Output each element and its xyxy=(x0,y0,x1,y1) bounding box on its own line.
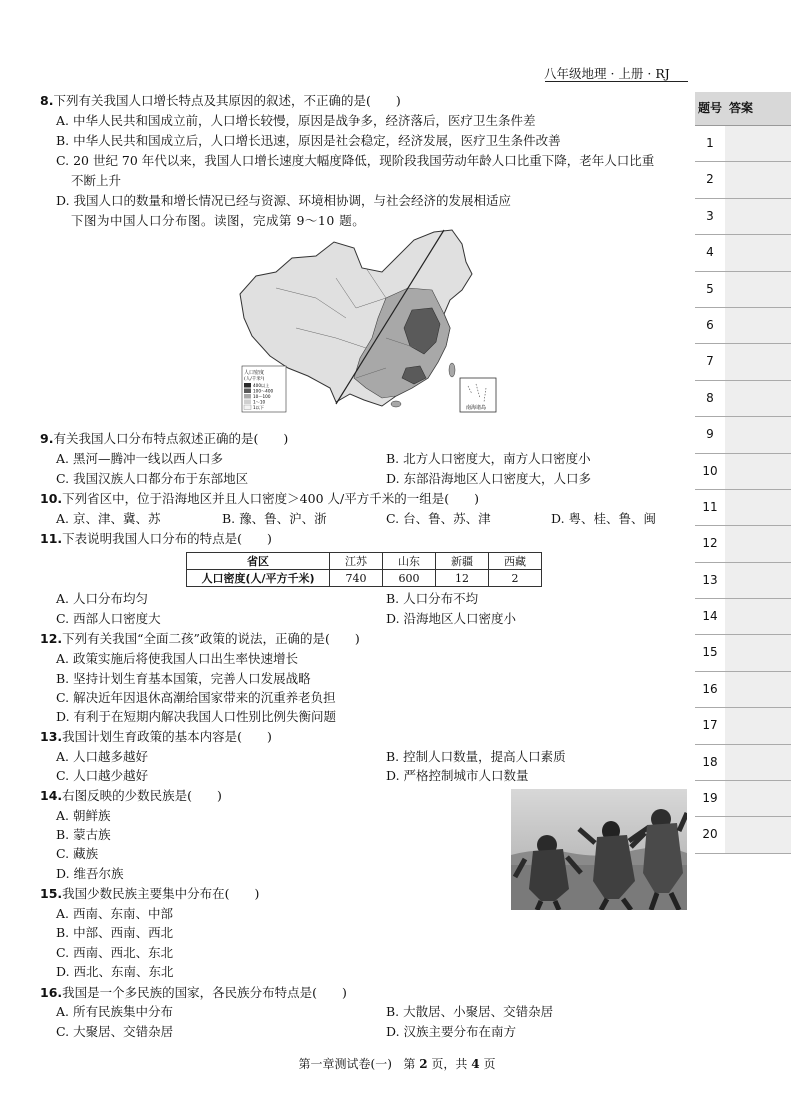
answer-row xyxy=(695,672,791,708)
q10-option-b: B. 豫、鲁、沪、浙 xyxy=(222,511,327,526)
q12-option-b: B. 坚持计划生育基本国策，完善人口发展战略 xyxy=(56,671,311,686)
q13-option-c: C. 人口越少越好 xyxy=(56,768,149,783)
answer-row-number: 19 xyxy=(702,791,718,806)
map-intro: 下图为中国人口分布图。读图，完成第 9～10 题。 xyxy=(71,213,366,228)
q16-option-d: D. 汉族主要分布在南方 xyxy=(386,1024,517,1039)
table-cell: 人口密度(人/平方千米) xyxy=(187,570,330,587)
answer-ans-header: 答案 xyxy=(729,101,754,115)
question-8: 8.下列有关我国人口增长特点及其原因的叙述，不正确的是( ) xyxy=(40,93,401,108)
hainan-island xyxy=(391,401,401,407)
answer-row-number: 18 xyxy=(702,754,718,769)
q8-option-c-cont: 不断上升 xyxy=(71,173,122,188)
q15-option-c: C. 西南、西北、东北 xyxy=(56,945,174,960)
answer-rows xyxy=(695,126,791,854)
answer-row xyxy=(695,490,791,526)
answer-row-number: 9 xyxy=(706,427,714,442)
question-11: 11.下表说明我国人口分布的特点是( ) xyxy=(40,531,272,546)
answer-row-number: 11 xyxy=(702,499,718,514)
table-cell: 740 xyxy=(330,570,383,587)
answer-cell[interactable] xyxy=(725,563,791,598)
answer-cell[interactable] xyxy=(725,417,791,452)
answer-row xyxy=(695,199,791,235)
answer-row xyxy=(695,708,791,744)
answer-row-number: 13 xyxy=(702,572,718,587)
page-header: 八年级地理 · 上册 · RJ xyxy=(544,66,670,81)
footer-title: 第一章测试卷(一) xyxy=(298,1057,392,1071)
question-14: 14.右图反映的少数民族是( ) xyxy=(40,788,222,803)
q11-option-d: D. 沿海地区人口密度小 xyxy=(386,611,517,626)
table-row xyxy=(187,553,542,570)
legend-entry-4: 1以下 xyxy=(253,405,265,410)
page-footer xyxy=(0,1055,794,1072)
answer-cell[interactable] xyxy=(725,454,791,489)
map-legend-title: 人口密度 xyxy=(244,370,265,376)
table-cell: 新疆 xyxy=(436,553,489,570)
q8-option-d: D. 我国人口的数量和增长情况已经与资源、环境相协调，与社会经济的发展相适应 xyxy=(56,193,512,208)
answer-row-number: 5 xyxy=(706,281,714,296)
table-cell: 省区 xyxy=(187,553,330,570)
q10-option-d: D. 粤、桂、鲁、闽 xyxy=(551,511,657,526)
q11-option-c: C. 西部人口密度大 xyxy=(56,611,161,626)
footer-page-post: 页 xyxy=(483,1057,496,1071)
q16-option-b: B. 大散居、小聚居、交错杂居 xyxy=(386,1004,554,1019)
answer-row-number: 8 xyxy=(706,390,714,405)
q13-option-d: D. 严格控制城市人口数量 xyxy=(386,768,529,783)
answer-row-number: 17 xyxy=(702,718,718,733)
answer-row xyxy=(695,526,791,562)
table-cell: 西藏 xyxy=(489,553,542,570)
answer-cell[interactable] xyxy=(725,672,791,707)
answer-row xyxy=(695,781,791,817)
answer-cell[interactable] xyxy=(725,745,791,780)
q10-option-c: C. 台、鲁、苏、津 xyxy=(386,511,491,526)
table-cell: 12 xyxy=(436,570,489,587)
answer-row-number: 16 xyxy=(702,681,718,696)
answer-row xyxy=(695,344,791,380)
answer-row xyxy=(695,417,791,453)
q14-option-c: C. 藏族 xyxy=(56,846,99,861)
answer-row xyxy=(695,162,791,198)
answer-row xyxy=(695,563,791,599)
answer-cell[interactable] xyxy=(725,126,791,161)
answer-row xyxy=(695,126,791,162)
answer-row xyxy=(695,454,791,490)
q13-option-b: B. 控制人口数量，提高人口素质 xyxy=(386,749,566,764)
answer-row-number: 15 xyxy=(702,645,718,660)
answer-cell[interactable] xyxy=(725,526,791,561)
answer-row-number: 2 xyxy=(706,172,714,187)
answer-cell[interactable] xyxy=(725,272,791,307)
answer-row-number: 20 xyxy=(702,827,718,842)
q15-option-b: B. 中部、西南、西北 xyxy=(56,925,174,940)
question-13: 13.我国计划生育政策的基本内容是( ) xyxy=(40,729,272,744)
answer-row xyxy=(695,381,791,417)
map-legend-unit: (人/千米²) xyxy=(244,377,265,382)
header-rule xyxy=(545,81,688,82)
legend-entry-3: 1～10 xyxy=(253,399,266,405)
q9-option-a: A. 黑河—腾冲一线以西人口多 xyxy=(56,451,223,466)
q14-option-d: D. 维吾尔族 xyxy=(56,866,124,881)
answer-cell[interactable] xyxy=(725,344,791,379)
footer-page-mid: 页，共 xyxy=(431,1057,468,1071)
table-row xyxy=(187,570,542,587)
footer-page-pre: 第 xyxy=(403,1057,416,1071)
question-10: 10.下列省区中，位于沿海地区并且人口密度＞400 人/平方千米的一组是( ) xyxy=(40,491,479,506)
answer-row-number: 1 xyxy=(706,136,714,150)
answer-row-number: 14 xyxy=(702,609,718,624)
answer-cell[interactable] xyxy=(725,490,791,525)
table-cell: 山东 xyxy=(383,553,436,570)
answer-row-number: 12 xyxy=(702,536,718,551)
answer-row-number: 4 xyxy=(706,245,714,260)
answer-row xyxy=(695,635,791,671)
q16-option-a: A. 所有民族集中分布 xyxy=(56,1004,173,1019)
q16-option-c: C. 大聚居、交错杂居 xyxy=(56,1024,174,1039)
answer-row xyxy=(695,308,791,344)
table-cell: 江苏 xyxy=(330,553,383,570)
table-cell: 2 xyxy=(489,570,542,587)
population-density-table xyxy=(186,552,542,587)
answer-cell[interactable] xyxy=(725,308,791,343)
answer-cell[interactable] xyxy=(725,781,791,816)
answer-cell[interactable] xyxy=(725,708,791,743)
answer-row xyxy=(695,272,791,308)
q12-option-d: D. 有利于在短期内解决我国人口性别比例失衡问题 xyxy=(56,709,337,724)
q12-option-a: A. 政策实施后将使我国人口出生率快速增长 xyxy=(56,651,298,666)
answer-row xyxy=(695,745,791,781)
ethnic-dance-photo xyxy=(511,789,687,910)
q8-option-b: B. 中华人民共和国成立后，人口增长迅速，原因是社会稳定，经济发展，医疗卫生条件改善 xyxy=(56,133,561,148)
q8-option-a: A. 中华人民共和国成立前，人口增长较慢，原因是战争多，经济落后，医疗卫生条件差 xyxy=(56,113,536,128)
legend-entry-1: 100～400 xyxy=(253,388,274,394)
answer-row xyxy=(695,599,791,635)
answer-row xyxy=(695,817,791,853)
answer-cell[interactable] xyxy=(725,381,791,416)
q13-option-a: A. 人口越多越好 xyxy=(56,749,148,764)
china-population-map xyxy=(236,228,498,414)
answer-row-number: 6 xyxy=(706,317,714,332)
q15-option-a: A. 西南、东南、中部 xyxy=(56,906,173,921)
legend-entry-0: 400以上 xyxy=(253,383,270,388)
answer-row-number: 7 xyxy=(706,354,714,369)
answer-row xyxy=(695,235,791,271)
answer-cell[interactable] xyxy=(725,599,791,634)
q15-option-d: D. 西北、东南、东北 xyxy=(56,964,174,979)
answer-cell[interactable] xyxy=(725,235,791,270)
footer-page-total: 4 xyxy=(471,1057,480,1071)
table-cell: 600 xyxy=(383,570,436,587)
q10-option-a: A. 京、津、冀、苏 xyxy=(56,511,161,526)
answer-num-header: 题号 xyxy=(697,101,722,115)
question-12: 12.下列有关我国“全面二孩”政策的说法，正确的是( ) xyxy=(40,631,360,646)
answer-cell[interactable] xyxy=(725,817,791,852)
q8-option-c: C. 20 世纪 70 年代以来，我国人口增长速度大幅度降低，现阶段我国劳动年龄人口比重下降，老年人口比重 xyxy=(56,153,655,168)
q14-option-b: B. 蒙古族 xyxy=(56,827,111,842)
q9-option-b: B. 北方人口密度大，南方人口密度小 xyxy=(386,451,591,466)
q11-option-a: A. 人口分布均匀 xyxy=(56,591,148,606)
answer-sheet-header xyxy=(695,92,791,126)
answer-cell[interactable] xyxy=(725,635,791,670)
q9-option-d: D. 东部沿海地区人口密度大，人口多 xyxy=(386,471,592,486)
answer-cell[interactable] xyxy=(725,199,791,234)
q9-option-c: C. 我国汉族人口都分布于东部地区 xyxy=(56,471,249,486)
question-15: 15.我国少数民族主要集中分布在( ) xyxy=(40,886,260,901)
q11-option-b: B. 人口分布不均 xyxy=(386,591,479,606)
answer-row-number: 3 xyxy=(706,208,714,223)
q12-option-c: C. 解决近年因退休高潮给国家带来的沉重养老负担 xyxy=(56,690,336,705)
question-9: 9.有关我国人口分布特点叙述正确的是( ) xyxy=(40,431,289,446)
answer-cell[interactable] xyxy=(725,162,791,197)
question-16: 16.我国是一个多民族的国家，各民族分布特点是( ) xyxy=(40,985,347,1000)
answer-row-number: 10 xyxy=(702,463,718,478)
inset-label: 南海诸岛 xyxy=(466,405,487,411)
footer-page-number: 2 xyxy=(419,1057,428,1071)
taiwan-island xyxy=(449,363,455,377)
legend-entry-2: 10～100 xyxy=(253,394,271,399)
answer-sheet xyxy=(695,92,791,854)
q14-option-a: A. 朝鲜族 xyxy=(56,808,111,823)
